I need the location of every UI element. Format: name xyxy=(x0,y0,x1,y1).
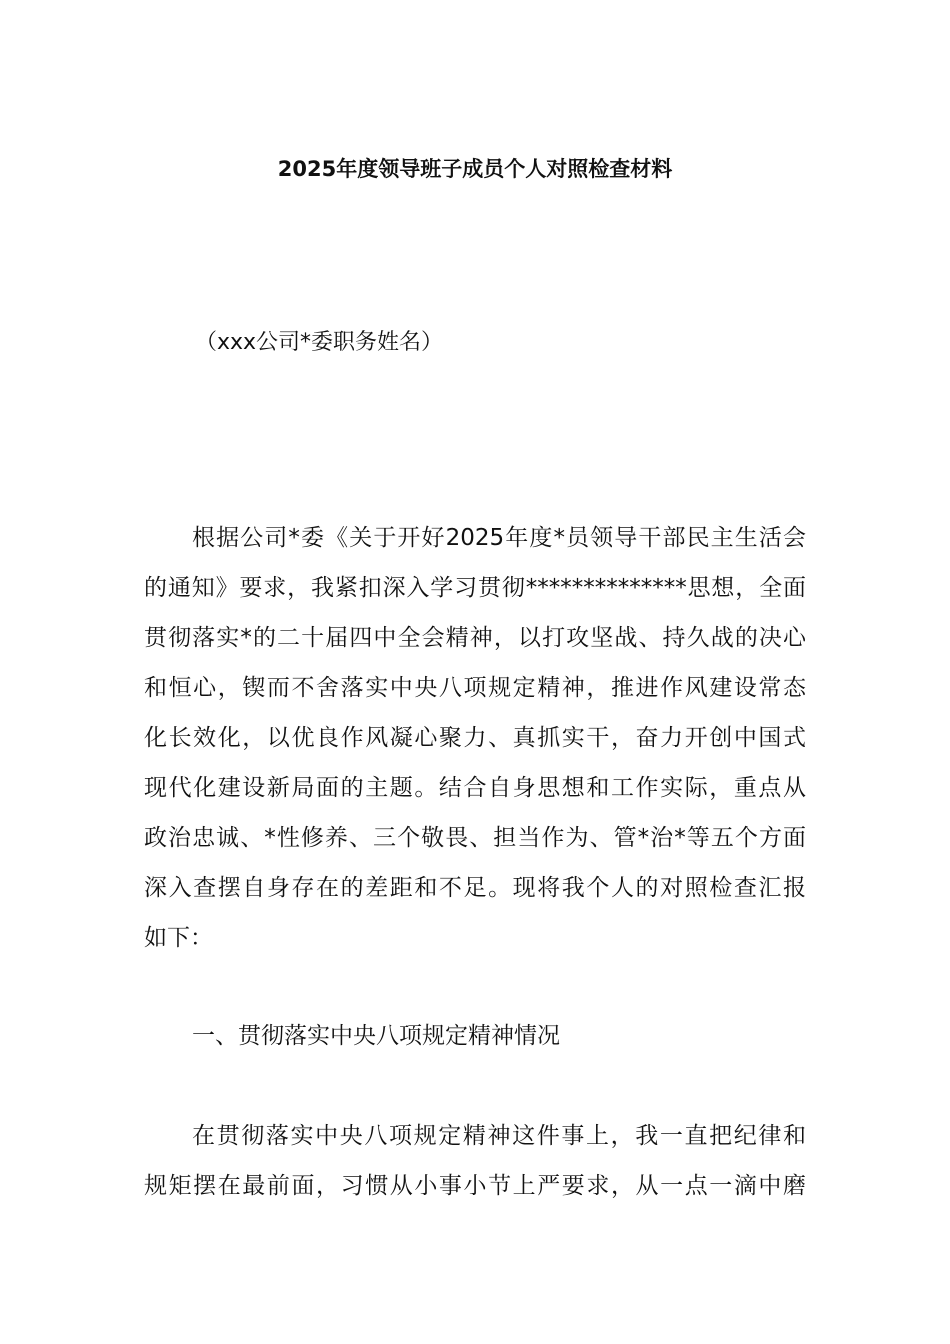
paragraph-line: 规矩摆在最前面，习惯从小事小节上严要求，从一点一滴中磨 xyxy=(144,1173,806,1199)
paragraph-line: 根据公司*委《关于开好2025年度*员领导干部民主生活会 xyxy=(192,525,806,551)
paragraph-line: 在贯彻落实中央八项规定精神这件事上，我一直把纪律和 xyxy=(192,1123,806,1149)
paragraph-line: 贯彻落实*的二十届四中全会精神，以打攻坚战、持久战的决心 xyxy=(144,625,806,651)
paragraph-line: 和恒心，锲而不舍落实中央八项规定精神，推进作风建设常态 xyxy=(144,675,806,701)
paragraph-line: 化长效化，以优良作风凝心聚力、真抓实干，奋力开创中国式 xyxy=(144,725,806,751)
paragraph-line: 的通知》要求，我紧扣深入学习贯彻**************思想，全面 xyxy=(144,575,806,601)
paragraph-line: 现代化建设新局面的主题。结合自身思想和工作实际，重点从 xyxy=(144,775,806,801)
paragraph-line: 如下： xyxy=(144,925,213,951)
paragraph-line: 深入查摆自身存在的差距和不足。现将我个人的对照检查汇报 xyxy=(144,875,806,901)
section-paragraph xyxy=(144,1111,806,1211)
author-line: （xxx公司*委职务姓名） xyxy=(195,330,444,355)
document-title: 2025年度领导班子成员个人对照检查材料 xyxy=(277,157,673,181)
paragraph-line: 政治忠诚、*性修养、三个敬畏、担当作为、管*治*等五个方面 xyxy=(144,825,806,851)
section-heading: 一、贯彻落实中央八项规定精神情况 xyxy=(192,1023,560,1049)
intro-paragraph xyxy=(144,513,806,963)
